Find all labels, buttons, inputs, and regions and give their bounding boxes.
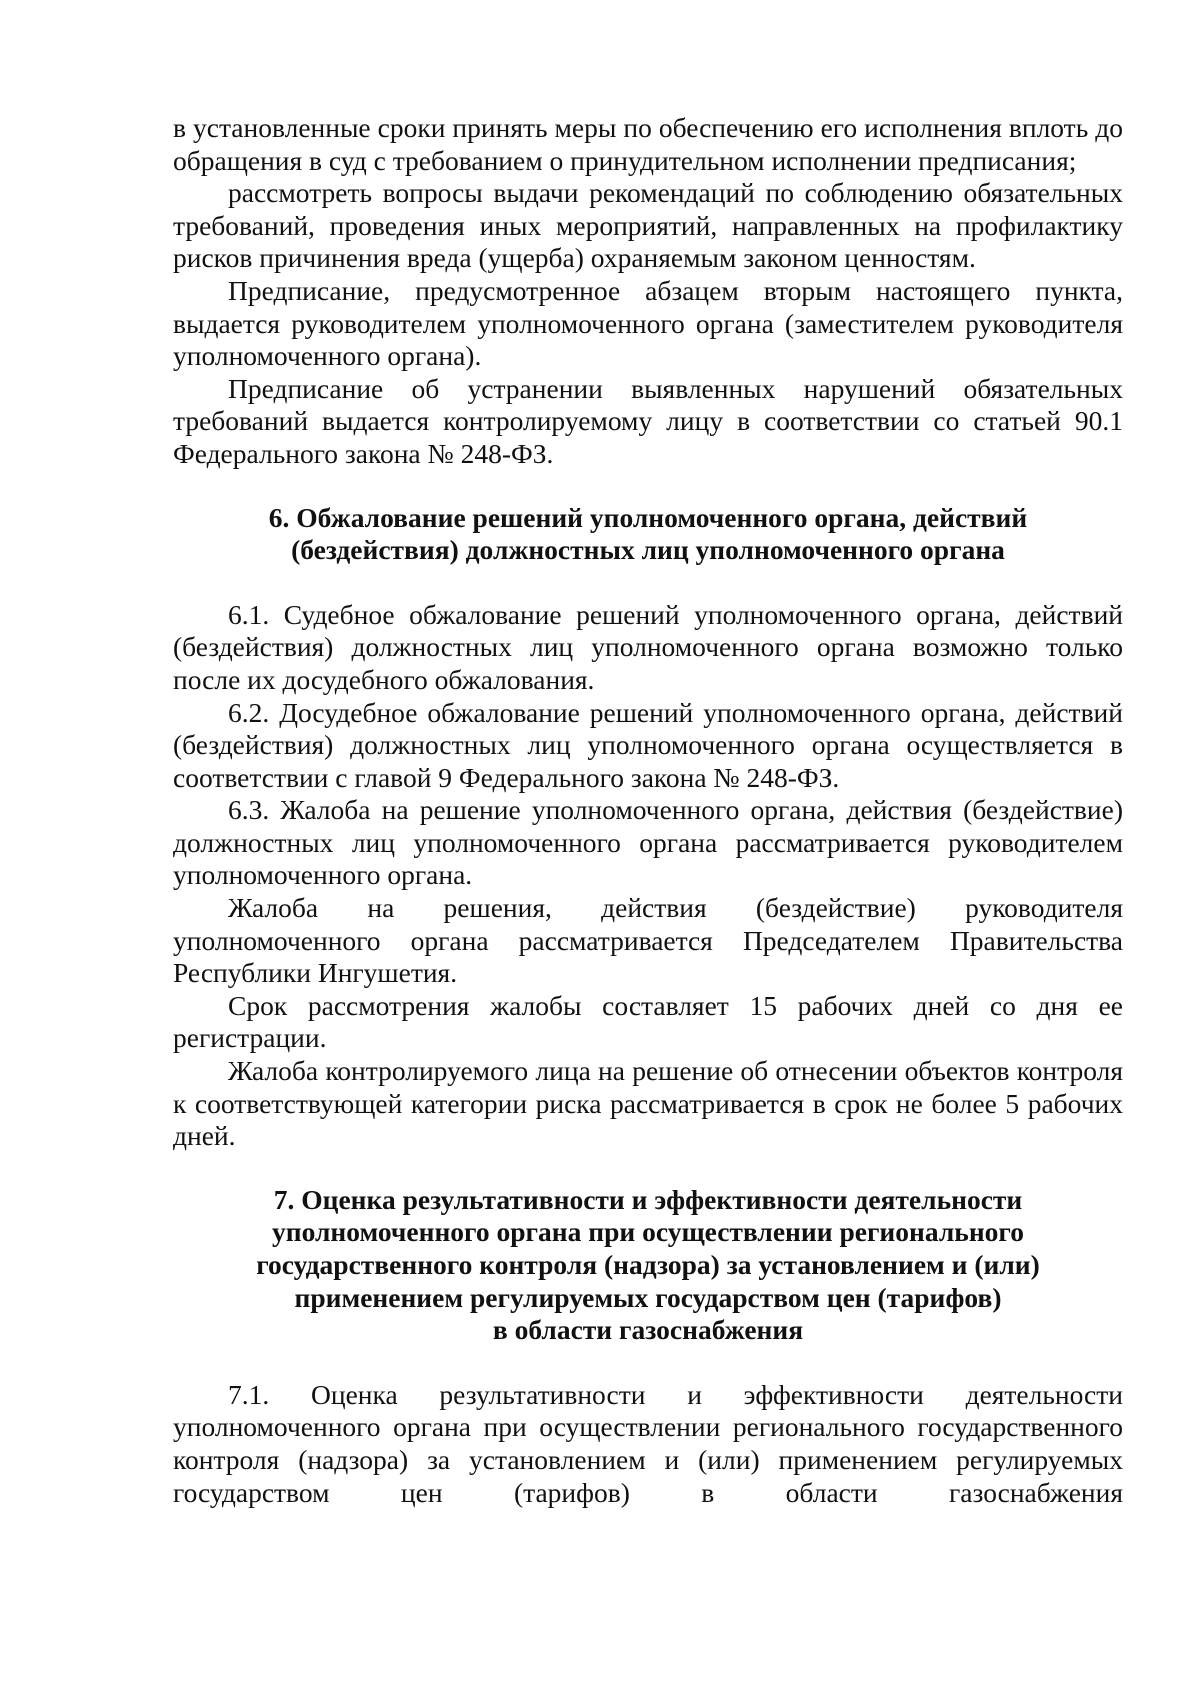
spacer	[173, 1347, 1123, 1379]
section-7-heading-line-4: применением регулируемых государством цен (тарифов)	[294, 1281, 1002, 1313]
section-6-paragraph-3: 6.3. Жалоба на решение уполномоченного органа, действия (бездействие) должностных лиц уполномоченного органа рассматривается руководителем уполномоченного органа.	[173, 794, 1123, 891]
section-7-heading	[173, 1184, 1123, 1347]
section-6-paragraph-2: 6.2. Досудебное обжалование решений уполномоченного органа, действий (бездействия) должностных лиц уполномоченного органа осуществляется в соответствии с главой 9 Федерального закона № 248-ФЗ.	[173, 696, 1123, 793]
paragraph-top-1: в установленные сроки принять меры по обеспечению его исполнения вплоть до обращения в суд с требованием о принудительном исполнении предписания;	[173, 112, 1123, 176]
paragraph-top-3: Предписание, предусмотренное абзацем вторым настоящего пункта, выдается руководителем уполномоченного органа (заместителем руководителя уполномоченного органа).	[173, 274, 1123, 372]
spacer	[173, 1153, 1123, 1184]
section-7-heading-line-5: в области газоснабжения	[492, 1314, 804, 1346]
section-6-paragraph-4: Жалоба на решения, действия (бездействие) руководителя уполномоченного органа рассматривается Председателем Правительства Республики Ингушетия.	[173, 892, 1123, 989]
document-page	[173, 112, 1123, 1509]
section-6-heading-line-1: 6. Обжалование решений уполномоченного органа, действий	[268, 501, 1028, 533]
section-7-heading-line-2: уполномоченного органа при осуществлении регионального	[272, 1216, 1024, 1248]
section-6-heading	[173, 502, 1123, 567]
paragraph-top-2: рассмотреть вопросы выдачи рекомендаций по соблюдению обязательных требований, проведения иных мероприятий, направленных на профилактику рисков причинения вреда (ущерба) охраняемым законом ценностям.	[173, 177, 1123, 274]
section-7-paragraph-1: 7.1. Оценка результативности и эффективности деятельности уполномоченного органа при осуществлении регионального государственного контроля (надзора) за установлением и (или) применением регулируемых государством цен (тарифов) в области газоснабжения	[173, 1378, 1123, 1508]
section-6-heading-line-2: (бездействия) должностных лиц уполномоченного органа	[291, 534, 1005, 566]
section-6-paragraph-6: Жалоба контролируемого лица на решение об отнесении объектов контроля к соответствующей категории риска рассматривается в срок не более 5 рабочих дней.	[173, 1055, 1123, 1152]
section-6-paragraph-5: Срок рассмотрения жалобы составляет 15 рабочих дней со дня ее регистрации.	[173, 989, 1123, 1054]
spacer	[173, 471, 1123, 502]
section-7-heading-line-1: 7. Оценка результативности и эффективности деятельности	[273, 1183, 1023, 1215]
section-7-heading-line-3: государственного контроля (надзора) за установлением и (или)	[256, 1249, 1040, 1280]
spacer	[173, 567, 1123, 599]
section-6-paragraph-1: 6.1. Судебное обжалование решений уполномоченного органа, действий (бездействия) должностных лиц уполномоченного органа возможно только после их досудебного обжалования.	[173, 598, 1123, 695]
paragraph-top-4: Предписание об устранении выявленных нарушений обязательных требований выдается контролируемому лицу в соответствии со статьей 90.1 Федерального закона № 248-ФЗ.	[173, 372, 1123, 469]
